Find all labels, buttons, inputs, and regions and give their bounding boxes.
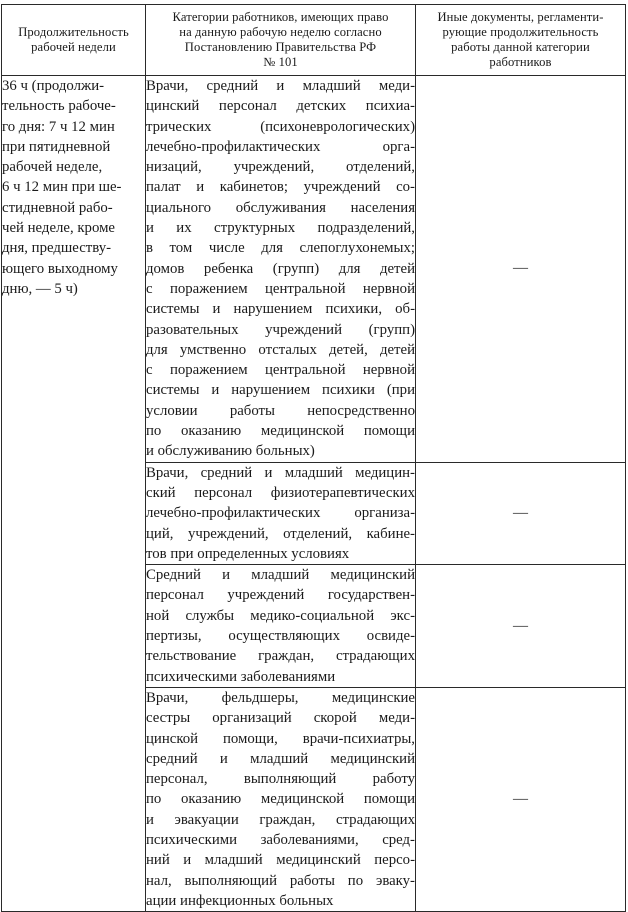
category-line: психическими заболеваниями — [146, 668, 336, 685]
header-line: Категории работников, имеющих право — [172, 9, 389, 24]
other-docs-cell: — — [416, 462, 626, 564]
category-line: и эвакуации граждан, страдающих — [146, 811, 415, 828]
work-week-table — [1, 4, 626, 912]
category-line: системы и нарушением психики (при — [146, 382, 415, 399]
category-line: Средний и младший медицинский — [146, 567, 415, 584]
header-line: на данную рабочую неделю согласно — [179, 24, 382, 39]
category-line: средний и младший медицинский — [146, 750, 415, 767]
category-line: низаций, учреждений, отделений, — [146, 159, 415, 176]
duration-line: 6 ч 12 мин при ше- — [2, 179, 122, 196]
category-line: трических (психоневрологических) — [146, 118, 415, 135]
category-line: по оказанию медицинской помощи — [146, 423, 415, 440]
category-line: тов при определенных условиях — [146, 545, 350, 562]
category-line: палат и кабинетов; учреждений со- — [146, 179, 415, 196]
category-line: системы и нарушением психики, об- — [146, 301, 415, 318]
category-line: в том числе для слепоглухонемых; — [146, 240, 415, 257]
category-line: лечебно-профилактических орга- — [146, 138, 415, 155]
header-line: Иные документы, регламенти- — [437, 9, 604, 24]
category-line: ский персонал физиотерапевтических — [146, 484, 415, 501]
category-line: ации инфекционных больных — [146, 892, 334, 909]
table-row — [2, 76, 626, 463]
category-line: лечебно-профилактических организа- — [146, 505, 415, 522]
header-categories — [146, 5, 416, 76]
category-line: психическими заболеваниями, сред- — [146, 831, 415, 848]
duration-line: тельность рабоче- — [2, 98, 116, 115]
category-line: разовательных учреждений (групп) — [146, 321, 415, 338]
category-line: и обслуживанию больных) — [146, 443, 315, 460]
header-line: № 101 — [263, 55, 298, 70]
category-line: цинской помощи, врачи-психиатры, — [146, 730, 415, 747]
category-line: с поражением центральной нервной — [146, 280, 415, 297]
header-other-docs — [416, 5, 626, 76]
category-line: и их структурных подразделений, — [146, 220, 415, 237]
other-docs-cell: — — [416, 565, 626, 688]
category-line: тельствование граждан, страдающих — [146, 648, 415, 665]
header-line: рующие продолжительность — [442, 24, 599, 39]
table-header-row — [2, 5, 626, 76]
duration-line: дню, — 5 ч) — [2, 280, 78, 297]
category-cell — [146, 76, 416, 463]
category-line: Врачи, средний и младший медицин- — [146, 464, 415, 481]
other-docs-cell: — — [416, 687, 626, 911]
duration-line: чей неделе, кроме — [2, 220, 115, 237]
category-line: нал, выполняющий работы по эваку- — [146, 872, 415, 889]
category-line: цинский персонал детских психиа- — [146, 98, 415, 115]
category-line: Врачи, фельдшеры, медицинские — [146, 689, 415, 706]
category-line: Врачи, средний и младший меди- — [146, 78, 415, 94]
category-line: пертизы, осуществляющих освиде- — [146, 628, 415, 645]
header-line: работников — [489, 55, 552, 70]
category-line: условии работы непосредственно — [146, 402, 415, 419]
category-line: сестры организаций скорой меди- — [146, 710, 415, 727]
header-line: рабочей недели — [31, 40, 116, 54]
duration-line: го дня: 7 ч 12 мин — [2, 118, 115, 135]
category-line: по оказанию медицинской помощи — [146, 791, 415, 808]
duration-line: дня, предшеству- — [2, 240, 112, 257]
category-cell — [146, 462, 416, 564]
category-line: ций, учреждений, отделений, кабине- — [146, 525, 415, 542]
category-cell — [146, 687, 416, 911]
header-line: Постановлению Правительства РФ — [184, 40, 377, 54]
duration-line: стидневной рабо- — [2, 199, 113, 216]
category-line: циального обслуживания населения — [146, 199, 415, 216]
category-line: ний и младший медицинский персо- — [146, 852, 415, 869]
duration-cell — [2, 76, 146, 912]
category-line: персонал, выполняющий работу — [146, 771, 415, 788]
category-line: для умственно отсталых детей, детей — [146, 341, 415, 358]
header-line: Продолжительность — [18, 24, 129, 39]
duration-line: при пятидневной — [2, 138, 111, 155]
other-docs-cell: — — [416, 76, 626, 463]
header-duration — [2, 5, 146, 76]
category-cell — [146, 565, 416, 688]
duration-line: рабочей неделе, — [2, 159, 103, 176]
category-line: домов ребенка (групп) для детей — [146, 260, 415, 277]
duration-line: 36 ч (продолжи- — [2, 78, 105, 94]
header-line: работы данной категории — [451, 40, 590, 54]
category-line: ной службы медико-социальной экс- — [146, 607, 415, 624]
category-line: с поражением центральной нервной — [146, 362, 415, 379]
duration-line: ющего выходному — [2, 260, 118, 277]
category-line: персонал учреждений государствен- — [146, 587, 415, 604]
